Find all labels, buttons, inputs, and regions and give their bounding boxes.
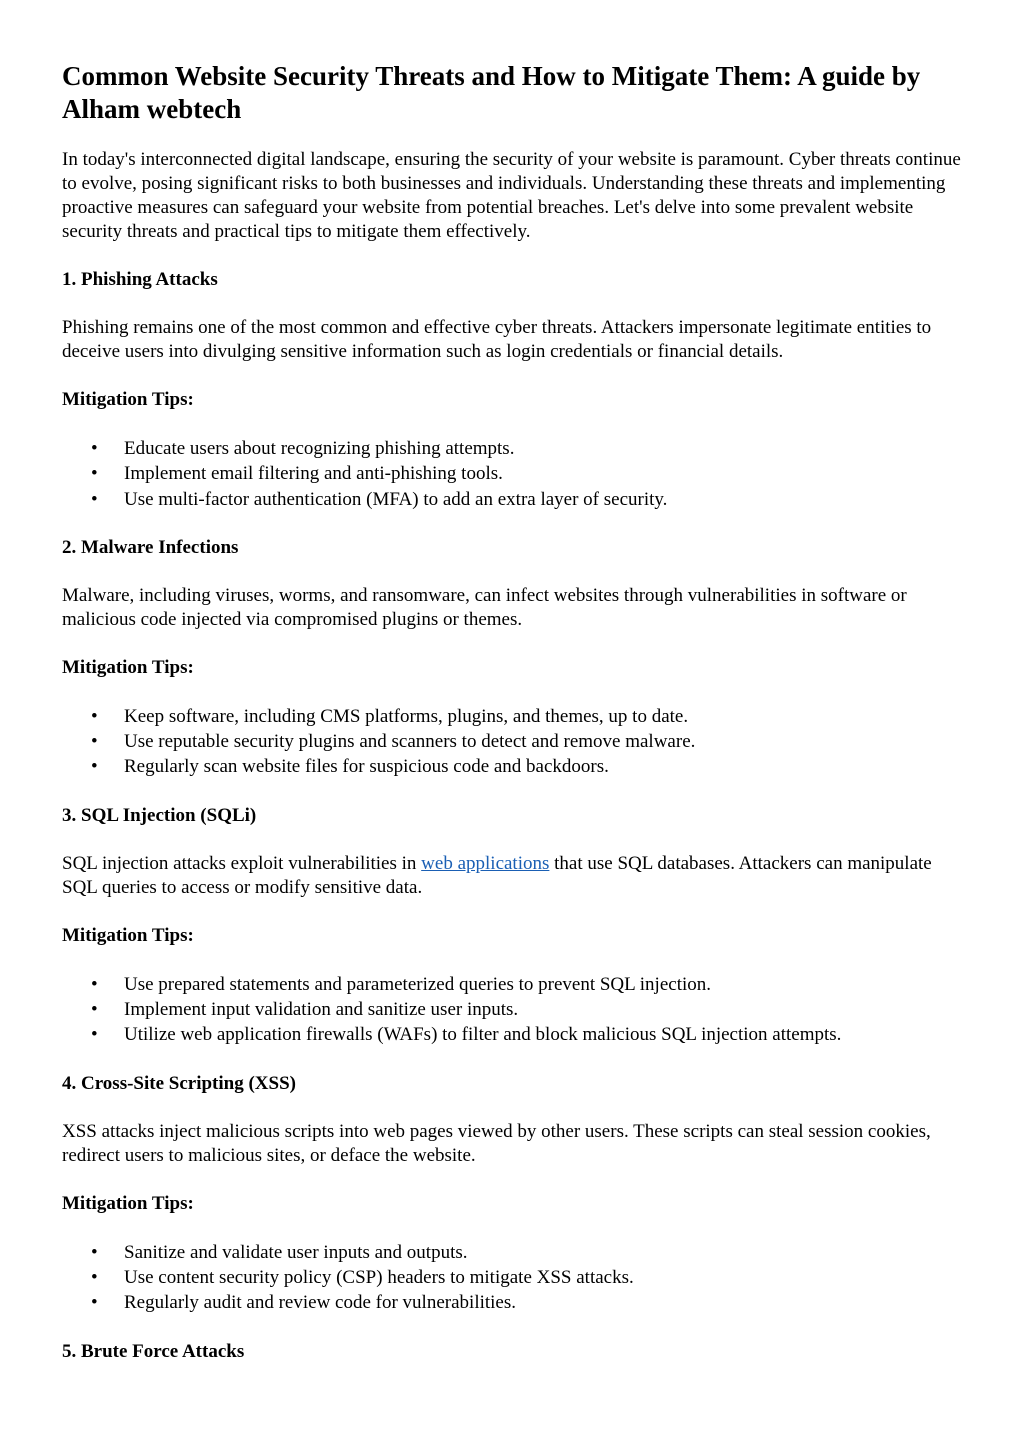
list-item: • Implement input validation and sanitize user inputs. [62,997,962,1022]
mitigation-tips-heading: Mitigation Tips: [62,389,194,410]
mitigation-tips-list [62,972,962,1048]
list-item: • Use reputable security plugins and scanners to detect and remove malware. [62,729,962,754]
document-page [62,60,962,1388]
list-item: • Utilize web application firewalls (WAFs) to filter and block malicious SQL injection attempts. [62,1022,962,1047]
section-body-malware: Malware, including viruses, worms, and ransomware, can infect websites through vulnerabilities in software or malicious code injected via compromised plugins or themes. [62,584,907,630]
section-body-sql-injection [62,852,962,900]
list-item: • Use multi-factor authentication (MFA) to add an extra layer of security. [62,487,962,512]
section-heading-brute-force: 5. Brute Force Attacks [62,1340,245,1362]
document-title: Common Website Security Threats and How to Mitigate Them: A guide by Alham webtech [62,61,921,124]
list-item: • Keep software, including CMS platforms, plugins, and themes, up to date. [62,704,962,729]
list-item: • Implement email filtering and anti-phishing tools. [62,461,962,486]
list-item: • Use prepared statements and parameterized queries to prevent SQL injection. [62,972,962,997]
mitigation-tips-heading: Mitigation Tips: [62,1192,194,1214]
section-body-xss: XSS attacks inject malicious scripts into web pages viewed by other users. These scripts can steal session cookies, redirect users to malicious sites, or deface the website. [62,1120,931,1166]
list-item: • Regularly audit and review code for vulnerabilities. [62,1290,962,1315]
web-applications-link[interactable]: web applications [421,852,550,874]
list-item: • Educate users about recognizing phishing attempts. [62,436,962,461]
mitigation-tips-list [62,1240,962,1316]
section-heading-xss: 4. Cross-Site Scripting (XSS) [62,1072,296,1094]
list-item: • Regularly scan website files for suspicious code and backdoors. [62,754,962,779]
section-heading-sql-injection: 3. SQL Injection (SQLi) [62,804,257,826]
section-heading-phishing: 1. Phishing Attacks [62,269,218,290]
mitigation-tips-heading: Mitigation Tips: [62,924,194,946]
mitigation-tips-heading: Mitigation Tips: [62,656,194,678]
section-body-phishing: Phishing remains one of the most common and effective cyber threats. Attackers impersonate legitimate entities to deceive users into divulging sensitive information such as login credentials or financial details. [62,317,932,362]
mitigation-tips-list [62,436,962,512]
body-text: SQL injection attacks exploit vulnerabilities in [62,852,422,874]
body-text: that use SQL databases. Attackers can manipulate SQL queries to access or modify sensitive data. [62,852,932,898]
list-item: • Use content security policy (CSP) headers to mitigate XSS attacks. [62,1265,962,1290]
list-item: • Sanitize and validate user inputs and outputs. [62,1240,962,1265]
intro-paragraph: In today's interconnected digital landscape, ensuring the security of your website is paramount. Cyber threats continue to evolve, posing significant risks to both businesses and individuals. Understanding these threats and implementing proactive measures can safeguard your website from potential breaches. Let's delve into some prevalent website security threats and practical tips to mitigate them effectively. [62,149,961,242]
section-heading-malware: 2. Malware Infections [62,536,239,558]
mitigation-tips-list [62,704,962,780]
